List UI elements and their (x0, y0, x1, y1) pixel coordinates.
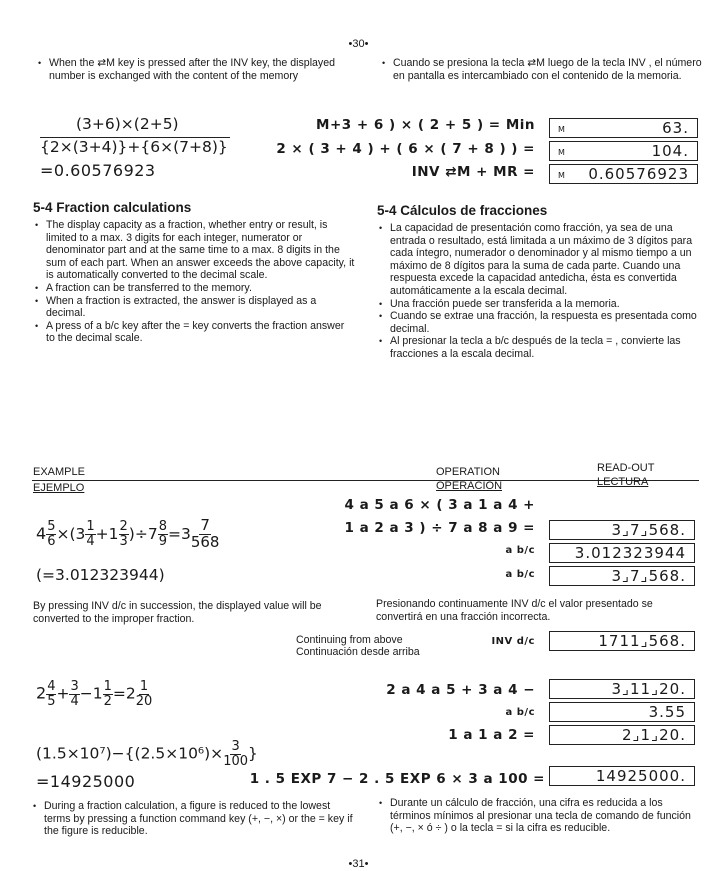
header-operation-en: OPERATION (436, 466, 500, 478)
ex2-display-1: 3⌟7⌟568. (549, 520, 695, 540)
header-readout-es: LECTURA (597, 476, 649, 488)
ex2-display-3: 3⌟7⌟568. (549, 566, 695, 586)
continuing-en: Continuing from above (296, 634, 403, 646)
ex1-numerator: (3+6)×(2+5) (76, 115, 179, 133)
ex4-result: =14925000 (36, 772, 136, 791)
ex1-keys-line2: 2 × ( 3 + 4 ) + ( 6 × ( 7 + 8 ) ) = (276, 141, 535, 157)
improper-note-es: Presionando continuamente INV d/c el valor presentado se convertirá en una fracción incorrecta. (376, 598, 653, 623)
bullet-en-4: • A press of a b/c key after the = key converts the fraction answer to the decimal scale. (35, 320, 356, 345)
ex1-denominator: {2×(3+4)}+{6×(7+8)} (40, 138, 228, 156)
ex1-result: =0.60576923 (40, 161, 156, 180)
bottom-note-en: • During a fraction calculation, a figure is reduced to the lowest terms by pressing a function command key (+, −, ×) or the = key if the figure is reducible. (33, 800, 358, 838)
section-bullets-en (35, 219, 356, 345)
ex2-keys-line3: a b/c (505, 545, 535, 556)
page-number-bottom: •31• (348, 858, 369, 870)
ex3-formula: 2 $\frac{4}{5}$ + $\frac{3}{4}$ −1 $\frac{1}{2}$ =2 $\frac{1}{20}$ (36, 679, 153, 709)
ex3-keys-line2: a b/c (505, 707, 535, 718)
ex1-keys-line1: M+3 + 6 ) × ( 2 + 5 ) = Min (316, 117, 535, 133)
header-readout-en: READ-OUT (597, 462, 655, 474)
ex1-display-1: M 63. (549, 118, 698, 138)
improper-keys: INV d/c (491, 636, 535, 647)
bottom-note-es: • Durante un cálculo de fracción, una cifra es reducida a los términos mínimos al presionar una tecla de comando de función (+, −, × ó ÷ ) o la tecla = si la cifra es reducible. (379, 797, 701, 835)
ex4-keys: 1 . 5 EXP 7 − 2 . 5 EXP 6 × 3 a 100 = (249, 771, 545, 787)
section-title-es: 5-4 Cálculos de fracciones (377, 203, 548, 218)
ex2-formula: 4 $\frac{5}{6}$ ×(3 $\frac{1}{4}$ +1 $\frac{2}{3}$ )÷7 $\frac{8}{9}$ =3 $\frac{7}{568}$ (36, 516, 220, 551)
memory-exchange-note-en: • When the ⇄M key is pressed after the INV key, the displayed number is exchanged with the content of the memory (38, 57, 363, 82)
bullet-en-2: • A fraction can be transferred to the memory. (35, 282, 356, 295)
memory-exchange-note-es: • Cuando se presiona la tecla ⇄M luego de la tecla INV , el número en pantalla es intercambiado con el contenido de la memoria. (382, 57, 704, 82)
section-title-en: 5-4 Fraction calculations (33, 200, 192, 215)
ex1-display-3: M 0.60576923 (549, 164, 698, 184)
ex4-display: 14925000. (549, 766, 695, 786)
ex2-alt-result: (=3.012323944) (36, 566, 165, 584)
improper-note-en: By pressing INV d/c in succession, the displayed value will be converted to the improper fraction. (33, 600, 322, 625)
continuing-es: Continuación desde arriba (296, 646, 420, 658)
ex2-keys-line2: 1 a 2 a 3 ) ÷ 7 a 8 a 9 = (344, 520, 535, 536)
ex2-keys-line1: 4 a 5 a 6 × ( 3 a 1 a 4 + (344, 497, 535, 513)
ex1-display-2: M 104. (549, 141, 698, 161)
ex1-keys-line3: INV ⇄M + MR = (411, 164, 535, 180)
bullet-es-1: • La capacidad de presentación como fracción, ya sea de una entrada o resultado, está limitada a un máximo de 3 dígitos para cada íntegro, numerador o denominador y al mismo tiempo a un máximo de 8 dígitos para la suma de cada parte. Cuando una respuesta excede la capacidad antedicha, ésta es convertida automáticamente a la escala decimal. (379, 222, 701, 298)
bullet-es-4: • Al presionar la tecla a b/c después de la tecla = , convierte las fracciones a la escala decimal. (379, 335, 701, 360)
bullet-es-3: • Cuando se extrae una fracción, la respuesta es presentada como decimal. (379, 310, 701, 335)
bullet-en-1: • The display capacity as a fraction, whether entry or result, is limited to a max. 3 digits for each integer, numerator or denominator part and at the same time to a max. 8 digits in the sum of each part. When an answer exceeds the above capacity, it is automatically converted to the decimal scale. (35, 219, 356, 282)
header-operation-es: OPERACION (436, 480, 503, 492)
ex3-display-1: 3⌟11⌟20. (549, 679, 695, 699)
ex3-display-3: 2⌟1⌟20. (549, 725, 695, 745)
improper-display: 1711⌟568. (549, 631, 695, 651)
bullet-es-2: • Una fracción puede ser transferida a la memoria. (379, 298, 701, 311)
page-number-top: •30• (348, 38, 369, 50)
ex3-display-2: 3.55 (549, 702, 695, 722)
ex2-display-2: 3.012323944 (549, 543, 695, 563)
header-example-en: EXAMPLE (33, 466, 85, 478)
ex2-keys-line4: a b/c (505, 569, 535, 580)
ex4-formula: (1.5×10⁷)−{(2.5×10⁶)× $\frac{3}{100}$ } (36, 739, 258, 769)
header-example-es: EJEMPLO (33, 482, 85, 494)
ex3-keys-line3: 1 a 1 a 2 = (448, 727, 535, 743)
section-bullets-es (379, 222, 701, 361)
ex3-keys-line1: 2 a 4 a 5 + 3 a 4 − (386, 682, 535, 698)
bullet-en-3: • When a fraction is extracted, the answer is displayed as a decimal. (35, 295, 356, 320)
